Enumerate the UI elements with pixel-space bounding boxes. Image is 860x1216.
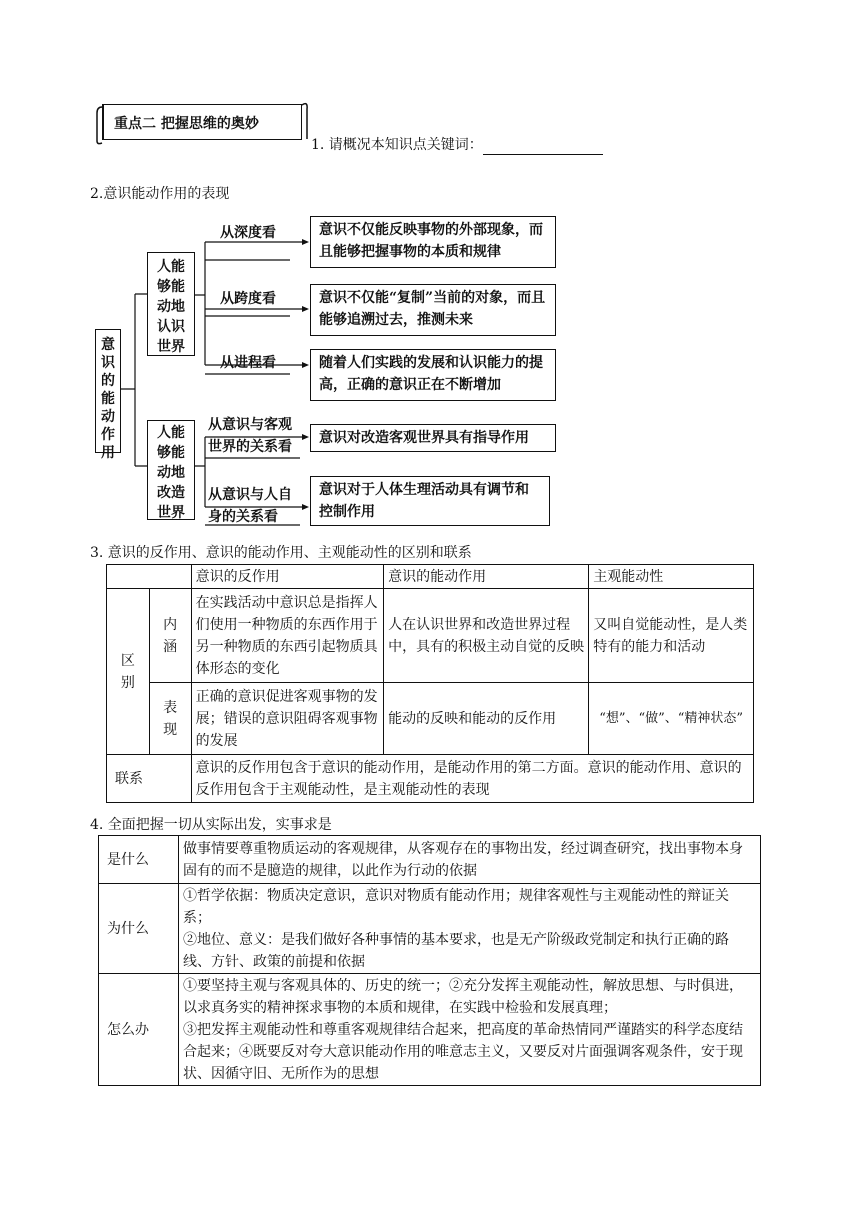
diagram-change-world bbox=[147, 420, 195, 520]
table-cell: ①要坚持主观与客观具体的、历史的统一；②充分发挥主观能动性，解放思想、与时俱进，以求真务实的精神探求事物的本质和规律，在实践中检验和发展真理； ③把发挥主观能动性和尊重客观规律结合起来，把高度的革命热情同严谨踏实的科学态度结合起来；④既要反对夸大意识能动作用的唯意志主义，又要反对片面强调客观条件，安于现状、因循守旧、无所作为的思想 bbox=[179, 974, 761, 1086]
row-label: 表现 bbox=[149, 683, 191, 755]
branch-label-self: 从意识与人自身的关系看 bbox=[208, 487, 292, 525]
table-cell: ①哲学依据：物质决定意识，意识对物质有能动作用；规律客观性与主观能动性的辩证关系； ②地位、意义：是我们做好各种事情的基本要求，也是无产阶级政党制定和执行正确的路线、方针、政策的前提和依据 bbox=[179, 884, 761, 974]
table-header: 主观能动性 bbox=[589, 565, 754, 589]
branch-box-objective: 意识对改造客观世界具有指导作用 bbox=[310, 424, 556, 452]
table-cell: 人在认识世界和改造世界过程中，具有的积极主动自觉的反映 bbox=[384, 589, 589, 683]
table-row bbox=[107, 589, 754, 683]
table-cell: 又叫自觉能动性，是人类特有的能力和活动 bbox=[589, 589, 754, 683]
diagram-root-text: 意识的能动作用 bbox=[101, 337, 115, 461]
question-2-title: 2.意识能动作用的表现 bbox=[90, 186, 230, 202]
section-title: 重点二 把握思维的奥妙 bbox=[114, 116, 259, 132]
table-header-row bbox=[107, 565, 754, 589]
branch-label-depth: 从深度看 bbox=[220, 225, 276, 241]
diagram-know-text: 人能够能动地认识世界 bbox=[157, 259, 185, 355]
table-header: 意识的反作用 bbox=[191, 565, 383, 589]
row-label: 内涵 bbox=[149, 589, 191, 683]
branch-label-process: 从进程看 bbox=[220, 355, 276, 371]
table-row bbox=[99, 836, 761, 884]
table-row bbox=[107, 755, 754, 803]
table-header: 意识的能动作用 bbox=[384, 565, 589, 589]
diagram-know-world bbox=[147, 252, 195, 356]
branch-box-process: 随着人们实践的发展和认识能力的提高，正确的意识正在不断增加 bbox=[310, 349, 556, 401]
table-cell: 正确的意识促进客观事物的发展；错误的意识阻碍客观事物的发展 bbox=[191, 683, 383, 755]
table-row bbox=[99, 884, 761, 974]
diagram-root bbox=[95, 329, 121, 461]
branch-label-span: 从跨度看 bbox=[220, 291, 276, 307]
branch-box-self: 意识对于人体生理活动具有调节和控制作用 bbox=[310, 476, 550, 526]
table-cell: 做事情要尊重物质运动的客观规律，从客观存在的事物出发，经过调查研究，找出事物本身固有的而不是臆造的规律，以此作为行动的依据 bbox=[179, 836, 761, 884]
branch-box-span: 意识不仅能“复制”当前的对象，而且能够追溯过去，推测未来 bbox=[310, 284, 556, 336]
link-label: 联系 bbox=[107, 755, 192, 803]
comparison-table bbox=[106, 564, 754, 803]
table-row bbox=[99, 974, 761, 1086]
seek-truth-table bbox=[98, 835, 761, 1086]
row-label: 是什么 bbox=[99, 836, 179, 884]
link-text: 意识的反作用包含于意识的能动作用，是能动作用的第二方面。意识的能动作用、意识的反作用包含于主观能动性，是主观能动性的表现 bbox=[191, 755, 753, 803]
branch-label-objective: 从意识与客观世界的关系看 bbox=[208, 417, 292, 455]
table-cell: 在实践活动中意识总是指挥人们使用一种物质的东西作用于另一种物质的东西引起物质具体形态的变化 bbox=[191, 589, 383, 683]
row-label: 怎么办 bbox=[99, 974, 179, 1086]
table-row bbox=[107, 683, 754, 755]
group-label: 区别 bbox=[107, 589, 150, 755]
branch-box-depth: 意识不仅能反映事物的外部现象，而且能够把握事物的本质和规律 bbox=[310, 216, 556, 268]
row-label: 为什么 bbox=[99, 884, 179, 974]
table-cell: “想”、“做”、“精神状态” bbox=[589, 683, 754, 755]
table-corner bbox=[107, 565, 192, 589]
question-4-title: 4. 全面把握一切从实际出发，实事求是 bbox=[90, 817, 332, 833]
table-cell: 能动的反映和能动的反作用 bbox=[384, 683, 589, 755]
question-3-title: 3. 意识的反作用、意识的能动作用、主观能动性的区别和联系 bbox=[90, 545, 472, 561]
question-1-text: 1. 请概况本知识点关键词： bbox=[311, 137, 483, 153]
diagram-change-text: 人能够能动地改造世界 bbox=[157, 425, 185, 521]
